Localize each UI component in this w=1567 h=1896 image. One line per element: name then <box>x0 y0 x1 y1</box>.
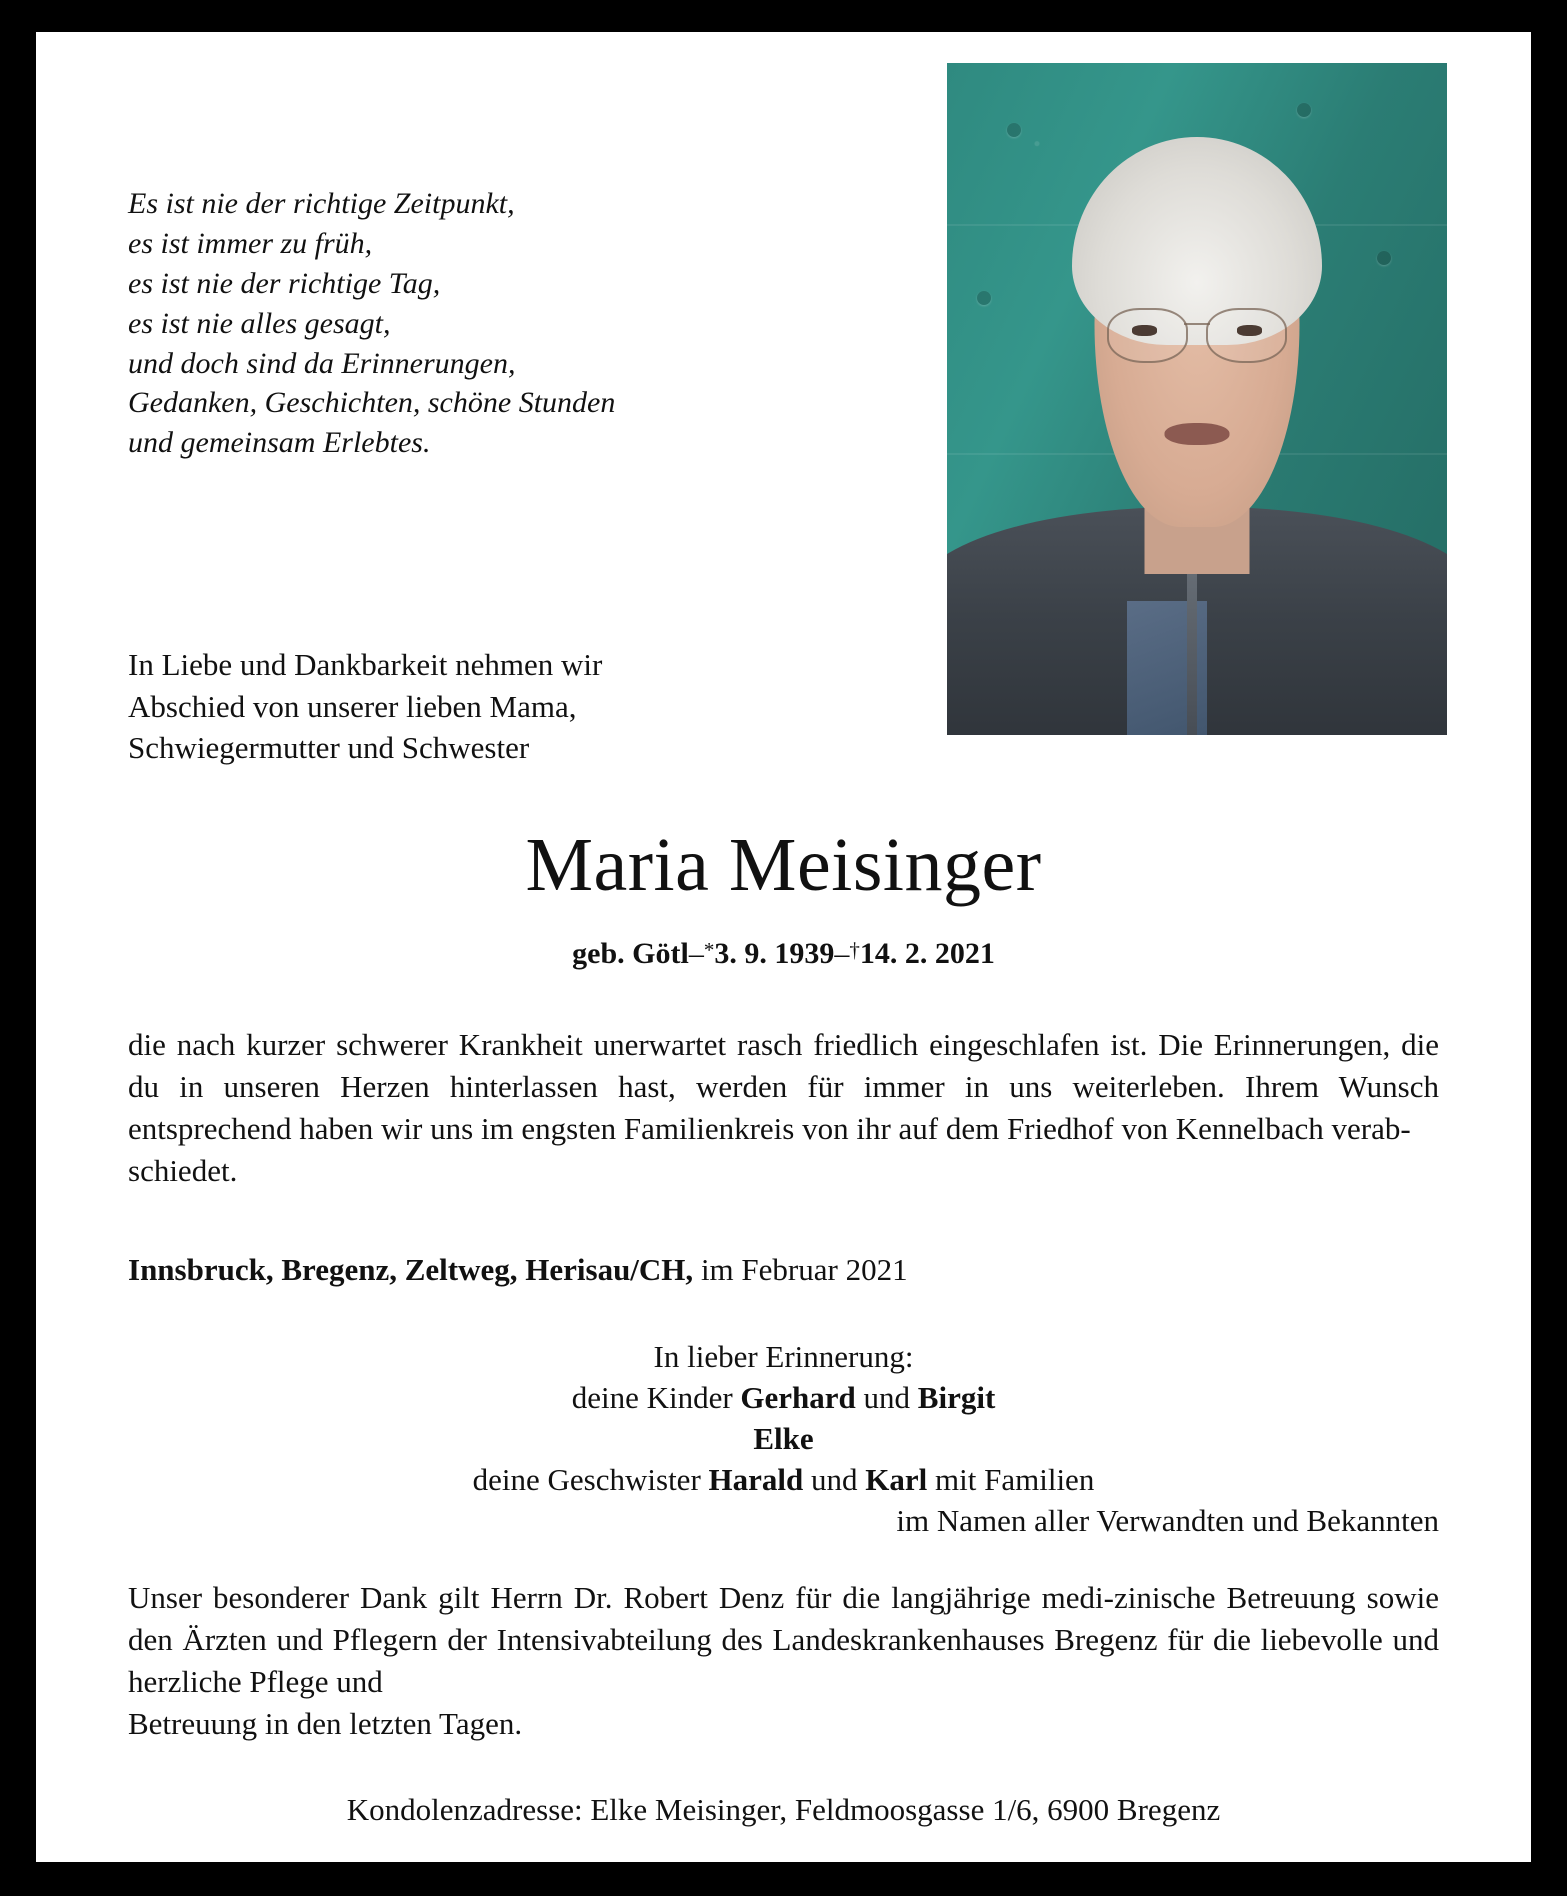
eye-right <box>1237 325 1262 336</box>
child-line <box>128 1419 1439 1460</box>
poem-block <box>128 184 828 463</box>
mouth <box>1165 423 1230 446</box>
intro-block <box>128 644 828 769</box>
body-paragraph-last: schiedet. <box>128 1153 238 1189</box>
poem-line: Es ist nie der richtige Zeitpunkt, <box>128 187 515 220</box>
poem-line: es ist nie alles gesagt, <box>128 306 391 340</box>
deceased-name: Maria Meisinger <box>525 823 1042 907</box>
body-text <box>128 1024 1439 1193</box>
intro-line: Abschied von unserer lieben Mama, <box>128 688 577 724</box>
portrait-photo <box>947 63 1447 735</box>
poem-line: es ist immer zu früh, <box>128 226 373 260</box>
death-date: 14. 2. 2021 <box>859 937 995 970</box>
poem-line: Gedanken, Geschichten, schöne Stunden <box>128 386 616 420</box>
body-paragraph: die nach kurzer schwerer Krankheit unerwartet rasch friedlich eingeschlafen ist. Die Erinnerungen, die du in unseren Herzen hinterlassen hast, werden für immer in uns weiterleben. Ihrem Wunsch entsprechend haben wir uns im engsten Familienkreis von ihr auf dem Friedhof von Kennelbach verab- <box>128 1027 1439 1147</box>
siblings-prefix: deine Geschwister <box>472 1461 709 1497</box>
sibling-name: Karl <box>865 1461 928 1497</box>
thanks-paragraph: Unser besonderer Dank gilt Herrn Dr. Robert Denz für die langjährige medi-zinische Betreuung sowie den Ärzten und Pflegern der Intensivabteilung des Landeskrankenhauses Bregenz für die liebevolle und herzliche Pflege und <box>128 1580 1439 1700</box>
thanks-block <box>128 1577 1439 1746</box>
child-name: Birgit <box>917 1379 996 1415</box>
siblings-line <box>128 1460 1439 1501</box>
date-separator: – <box>834 937 850 970</box>
notice-inner <box>36 32 1531 1862</box>
notice-date: im Februar 2021 <box>693 1252 908 1287</box>
join-word: und <box>803 1461 866 1497</box>
child-name: Gerhard <box>740 1379 856 1415</box>
children-prefix: deine Kinder <box>571 1379 741 1415</box>
thanks-paragraph-last: Betreuung in den letzten Tagen. <box>128 1706 523 1742</box>
sibling-name: Harald <box>708 1461 804 1497</box>
memory-closing: im Namen aller Verwandten und Bekannten <box>896 1502 1439 1538</box>
eye-left <box>1132 325 1157 336</box>
poem-line: und gemeinsam Erlebtes. <box>128 426 431 460</box>
child-name: Elke <box>753 1420 814 1456</box>
intro-line: Schwiegermutter und Schwester <box>128 730 530 766</box>
place-date-line <box>128 1252 1439 1288</box>
date-separator: – <box>688 937 704 970</box>
cross-symbol-icon: † <box>849 938 860 962</box>
birth-date: 3. 9. 1939 <box>714 937 835 970</box>
memory-block <box>128 1337 1439 1542</box>
join-word: und <box>855 1379 918 1415</box>
children-line <box>128 1378 1439 1419</box>
intro-line: In Liebe und Dankbarkeit nehmen wir <box>128 647 603 682</box>
life-dates <box>36 937 1531 971</box>
places: Innsbruck, Bregenz, Zeltweg, Herisau/CH, <box>128 1252 694 1287</box>
glasses-bridge <box>1184 323 1209 325</box>
maiden-name: geb. Götl <box>572 937 689 970</box>
siblings-suffix: mit Familien <box>927 1461 1095 1497</box>
poem-line: und doch sind da Erinnerungen, <box>128 346 516 380</box>
memory-heading: In lieber Erinnerung: <box>653 1339 914 1374</box>
birth-symbol-icon: * <box>703 938 715 962</box>
condolence-address: Kondolenzadresse: Elke Meisinger, Feldmoosgasse 1/6, 6900 Bregenz <box>346 1792 1221 1827</box>
poem-line: es ist nie der richtige Tag, <box>128 266 441 300</box>
